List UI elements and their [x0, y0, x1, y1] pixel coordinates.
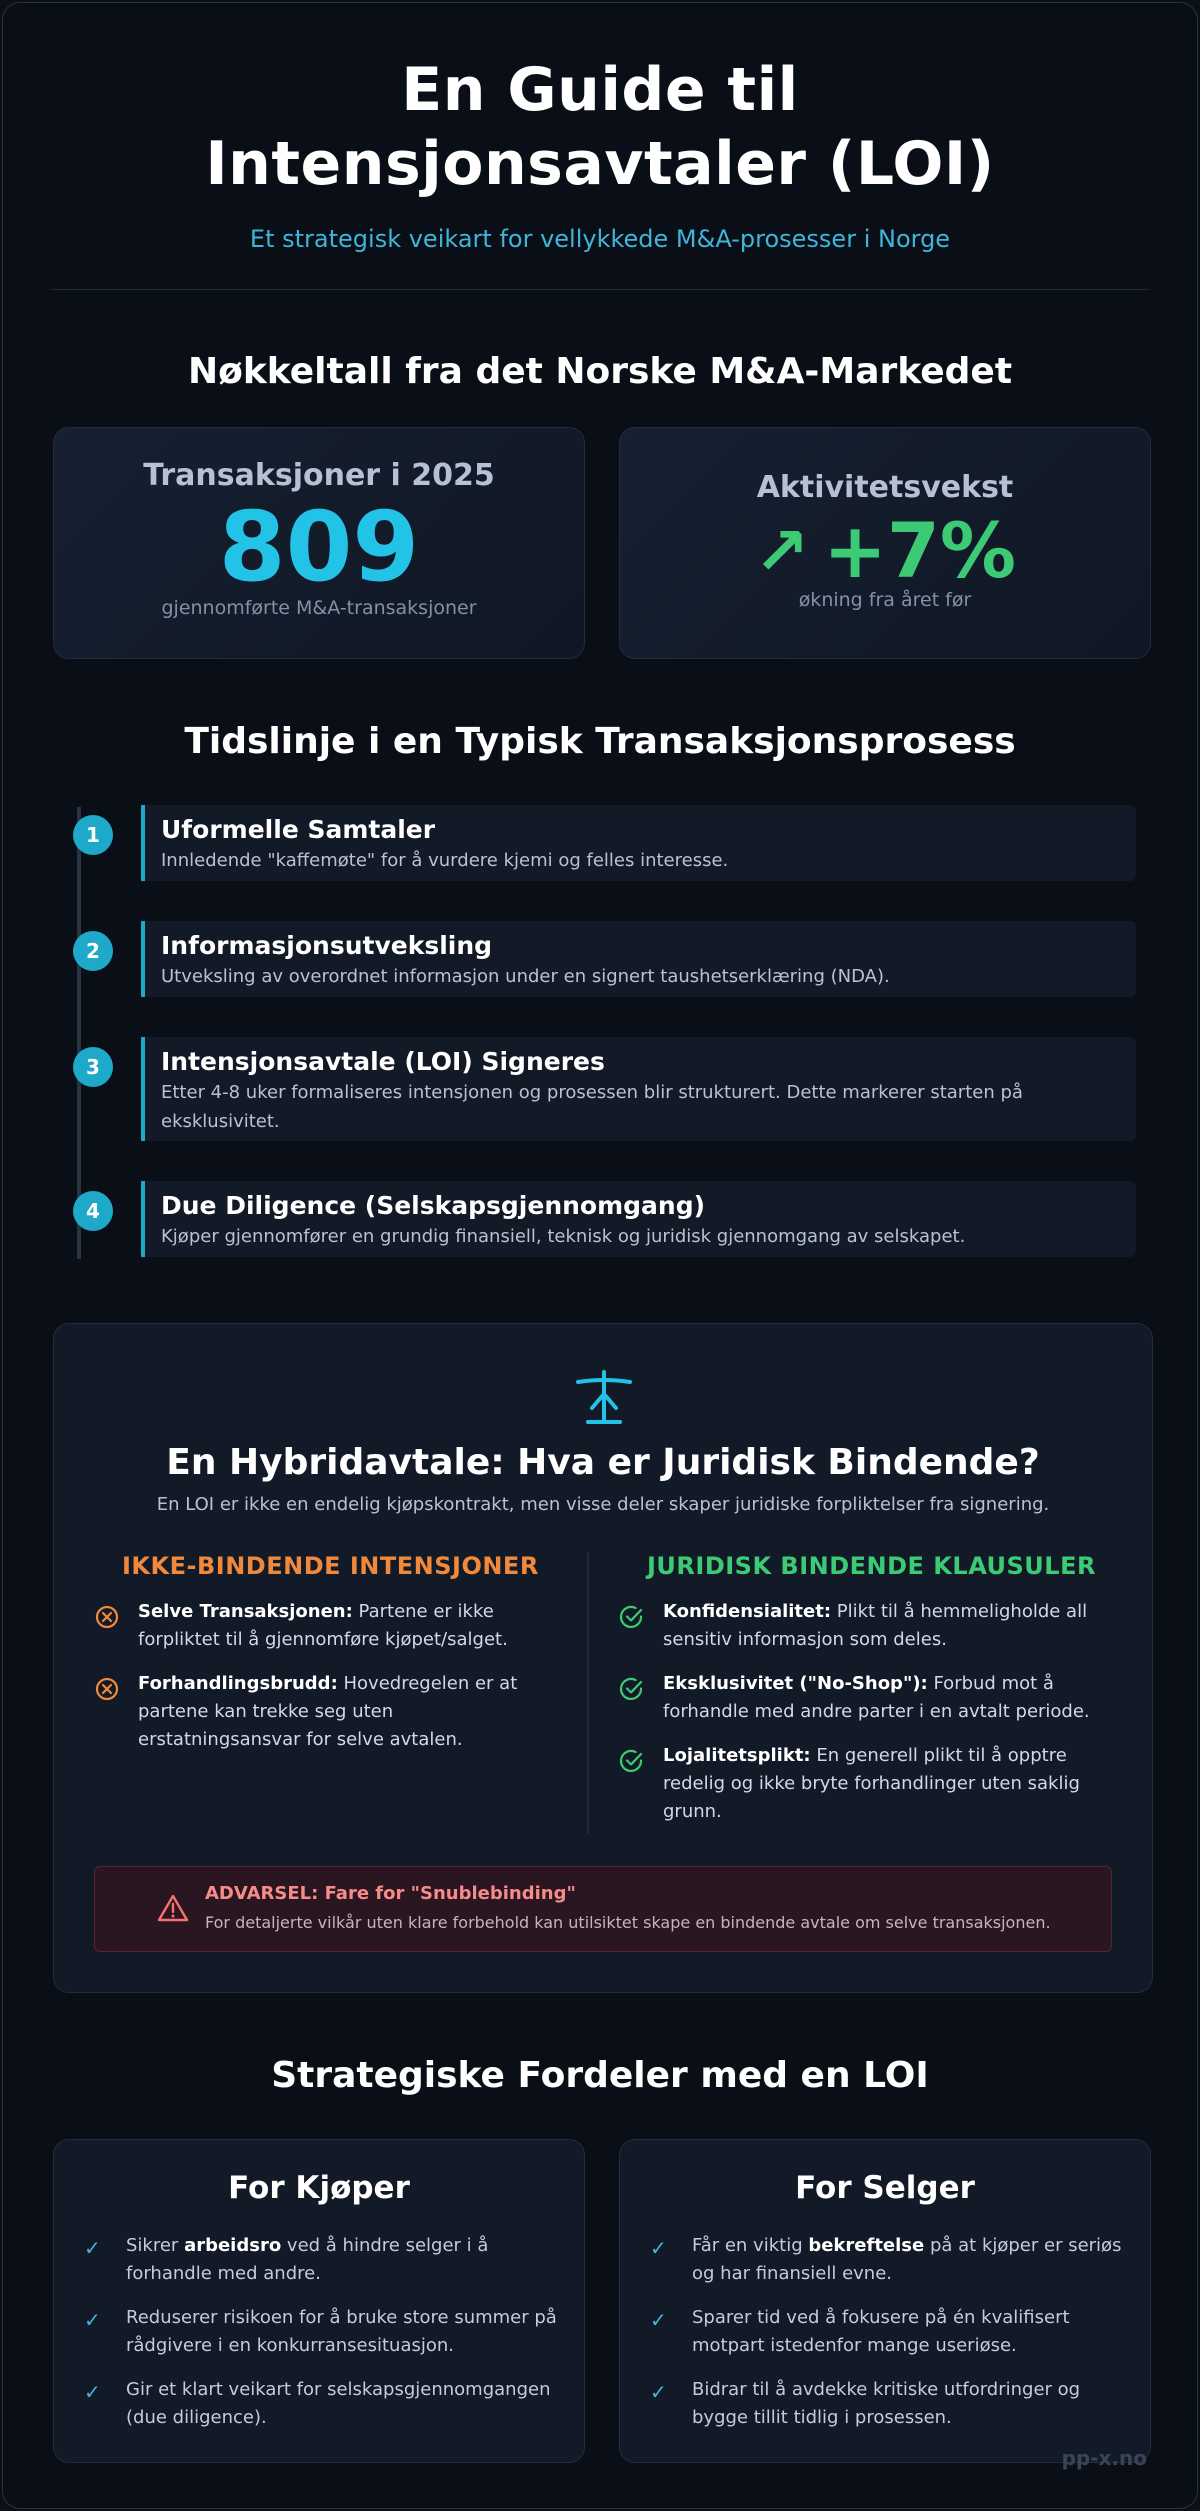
stat-card-growth [619, 427, 1151, 659]
timeline-section-title: Tidslinje i en Typisk Transaksjonsprosess [184, 721, 1016, 762]
check-circle-icon [619, 1676, 645, 1702]
benefits-card-buyer [53, 2139, 585, 2463]
benefit-item: Bidrar til å avdekke kritiske utfordringer og bygge tillit tidlig i prosessen. [692, 2379, 1081, 2428]
item-term: Eksklusivitet ("No-Shop"): [663, 1673, 928, 1694]
warning-triangle-icon [157, 1893, 189, 1923]
binding-item [663, 1742, 1123, 1826]
binding-item [663, 1598, 1123, 1654]
item-term: Lojalitetsplikt: [663, 1745, 811, 1766]
item-term: Selve Transaksjonen: [138, 1601, 353, 1622]
check-circle-icon [619, 1604, 645, 1630]
timeline-step-desc: Innledende "kaffemøte" for å vurdere kjemi og felles interesse. [161, 850, 729, 871]
timeline-step-title: Intensjonsavtale (LOI) Signeres [161, 1047, 605, 1076]
footer-brand[interactable]: pp-x.no [1061, 2446, 1147, 2470]
stat-sub: gjennomførte M&A-transaksjoner [161, 597, 477, 619]
timeline-step-title: Uformelle Samtaler [161, 815, 436, 844]
benefit-text: Får en viktig [692, 2235, 809, 2256]
stat-value: 809 [218, 491, 420, 603]
arrow-up-right-icon: ↗ [753, 512, 810, 590]
column-divider [587, 1552, 589, 1834]
benefit-emphasis: bekreftelse [808, 2235, 925, 2256]
binding-item [663, 1670, 1123, 1726]
warning-box [94, 1866, 1112, 1952]
x-circle-icon [94, 1604, 120, 1630]
item-text: Plikt til å hemmeligholde all sensitiv informasjon som deles. [663, 1601, 1088, 1650]
timeline-step [141, 921, 1136, 997]
x-circle-icon [94, 1676, 120, 1702]
header-divider [51, 289, 1149, 290]
benefit-item: Gir et klart veikart for selskapsgjennomgangen (due diligence). [126, 2379, 551, 2428]
scale-icon [572, 1368, 636, 1428]
benefits-section-title: Strategiske Fordeler med en LOI [271, 2055, 929, 2096]
warning-title: ADVARSEL: Fare for "Snublebinding" [205, 1883, 576, 1904]
timeline-step [141, 1181, 1136, 1257]
timeline-line [77, 807, 81, 1259]
non-binding-heading: IKKE-BINDENDE INTENSJONER [122, 1552, 539, 1580]
check-icon: ✓ [650, 2236, 667, 2260]
benefit-item [692, 2232, 1132, 2288]
timeline-step-number: 2 [73, 931, 113, 971]
hybrid-title: En Hybridavtale: Hva er Juridisk Bindende? [166, 1442, 1040, 1483]
timeline-step-number: 4 [73, 1191, 113, 1231]
timeline-step-desc: Etter 4-8 uker formaliseres intensjonen og prosessen blir strukturert. Dette markerer starten på eksklusivitet. [161, 1082, 1023, 1132]
item-term: Forhandlingsbrudd: [138, 1673, 338, 1694]
check-icon: ✓ [650, 2308, 667, 2332]
page-subtitle: Et strategisk veikart for vellykkede M&A-prosesser i Norge [249, 225, 951, 253]
page-title: En Guide til Intensjonsavtaler (LOI) [205, 55, 995, 199]
timeline-step-desc: Kjøper gjennomfører en grundig finansiell, teknisk og juridisk gjennomgang av selskapet. [161, 1226, 966, 1247]
stat-value: +7% [823, 506, 1017, 595]
check-icon: ✓ [84, 2308, 101, 2332]
header [3, 3, 1197, 253]
item-text: Partene er ikke forpliktet til å gjennomføre kjøpet/salget. [138, 1601, 508, 1650]
benefits-card-title: For Kjøper [228, 2170, 410, 2206]
benefits-card-seller [619, 2139, 1151, 2463]
hybrid-card [53, 1323, 1153, 1993]
item-text: En generell plikt til å opptre redelig og ikke bryte forhandlinger uten saklig grunn. [663, 1745, 1080, 1822]
benefit-item: Reduserer risikoen for å bruke store summer på rådgivere i en konkurransesituasjon. [126, 2307, 557, 2356]
timeline-step-number: 3 [73, 1047, 113, 1087]
check-icon: ✓ [84, 2236, 101, 2260]
item-term: Konfidensialitet: [663, 1601, 832, 1622]
page [2, 2, 1198, 2509]
timeline-step-title: Due Diligence (Selskapsgjennomgang) [161, 1191, 706, 1220]
stats-section-title: Nøkkeltall fra det Norske M&A-Markedet [187, 351, 1013, 392]
timeline-step [141, 805, 1136, 881]
timeline-step-title: Informasjonsutveksling [161, 931, 493, 960]
stat-label: Transaksjoner i 2025 [143, 458, 495, 493]
warning-text: For detaljerte vilkår uten klare forbehold kan utilsiktet skape en bindende avtale om selve transaksjonen. [205, 1913, 1051, 1932]
benefit-item [126, 2232, 566, 2288]
benefits-card-title: For Selger [795, 2170, 975, 2206]
stat-sub: økning fra året før [798, 589, 972, 611]
timeline-step [141, 1037, 1136, 1141]
item-text: Forbud mot å forhandle med andre parter i en avtalt periode. [663, 1673, 1090, 1722]
non-binding-item [138, 1670, 548, 1754]
check-icon: ✓ [84, 2380, 101, 2404]
timeline-step-desc: Utveksling av overordnet informasjon under en signert taushetserklæring (NDA). [161, 966, 890, 987]
growth-row [620, 506, 1150, 595]
check-icon: ✓ [650, 2380, 667, 2404]
benefit-item: Sparer tid ved å fokusere på én kvalifisert motpart istedenfor mange useriøse. [692, 2307, 1070, 2356]
stat-label: Aktivitetsvekst [756, 470, 1014, 505]
non-binding-item [138, 1598, 548, 1654]
item-text: Hovedregelen er at partene kan trekke seg uten erstatningsansvar for selve avtalen. [138, 1673, 518, 1750]
timeline-step-number: 1 [73, 815, 113, 855]
hybrid-subtitle: En LOI er ikke en endelig kjøpskontrakt, men visse deler skaper juridiske forpliktelser fra signering. [156, 1494, 1050, 1515]
benefit-text: på at kjøper er seriøs og har finansiell evne. [692, 2235, 1122, 2284]
benefit-text: Sikrer [126, 2235, 185, 2256]
check-circle-icon [619, 1748, 645, 1774]
benefit-text: ved å hindre selger i å forhandle med andre. [126, 2235, 489, 2284]
binding-heading: JURIDISK BINDENDE KLAUSULER [647, 1552, 1096, 1580]
stat-card-transactions [53, 427, 585, 659]
benefit-emphasis: arbeidsro [184, 2235, 282, 2256]
